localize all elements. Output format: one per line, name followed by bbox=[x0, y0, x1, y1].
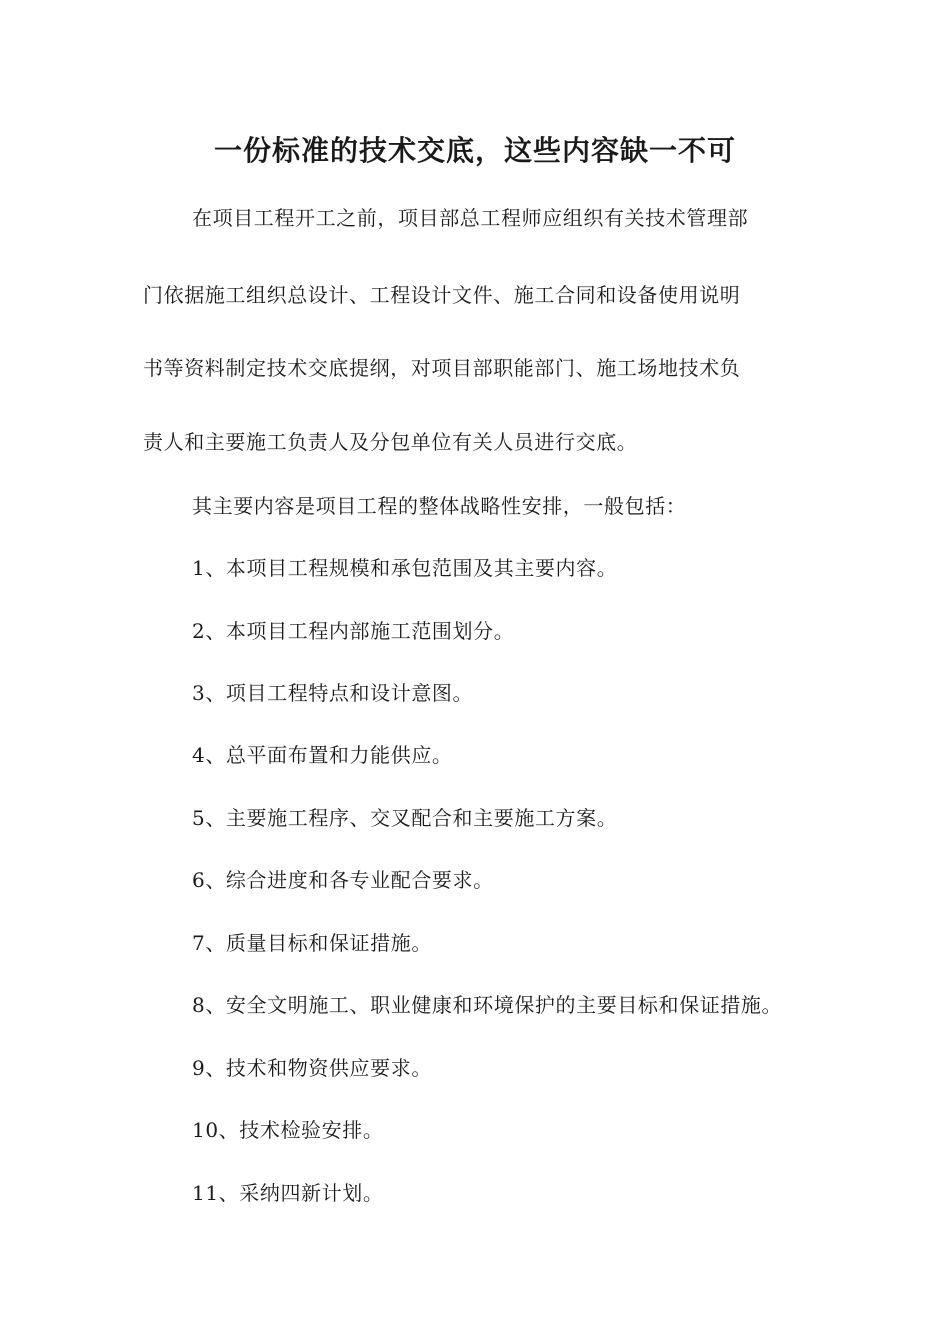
list-item: 4、总平面布置和力能供应。 bbox=[192, 743, 453, 767]
list-item: 9、技术和物资供应要求。 bbox=[192, 1056, 432, 1080]
list-item: 7、质量目标和保证措施。 bbox=[192, 931, 432, 955]
paragraph-line: 责人和主要施工负责人及分包单位有关人员进行交底。 bbox=[143, 430, 638, 454]
list-item: 5、主要施工程序、交叉配合和主要施工方案。 bbox=[192, 806, 618, 830]
list-item: 10、技术检验安排。 bbox=[192, 1118, 384, 1142]
paragraph-line: 门依据施工组织总设计、工程设计文件、施工合同和设备使用说明 bbox=[143, 283, 741, 307]
list-item: 1、本项目工程规模和承包范围及其主要内容。 bbox=[192, 556, 618, 580]
list-item: 6、综合进度和各专业配合要求。 bbox=[192, 868, 494, 892]
list-item: 11、采纳四新计划。 bbox=[192, 1181, 384, 1205]
list-item: 2、本项目工程内部施工范围划分。 bbox=[192, 619, 515, 643]
document-title: 一份标准的技术交底，这些内容缺一不可 bbox=[213, 134, 736, 167]
paragraph-line: 在项目工程开工之前，项目部总工程师应组织有关技术管理部 bbox=[192, 206, 749, 230]
list-item: 8、安全文明施工、职业健康和环境保护的主要目标和保证措施。 bbox=[192, 993, 783, 1017]
paragraph-intro: 其主要内容是项目工程的整体战略性安排，一般包括： bbox=[192, 494, 687, 518]
paragraph-line: 书等资料制定技术交底提纲，对项目部职能部门、施工场地技术负 bbox=[143, 356, 741, 380]
list-item: 3、项目工程特点和设计意图。 bbox=[192, 681, 474, 705]
